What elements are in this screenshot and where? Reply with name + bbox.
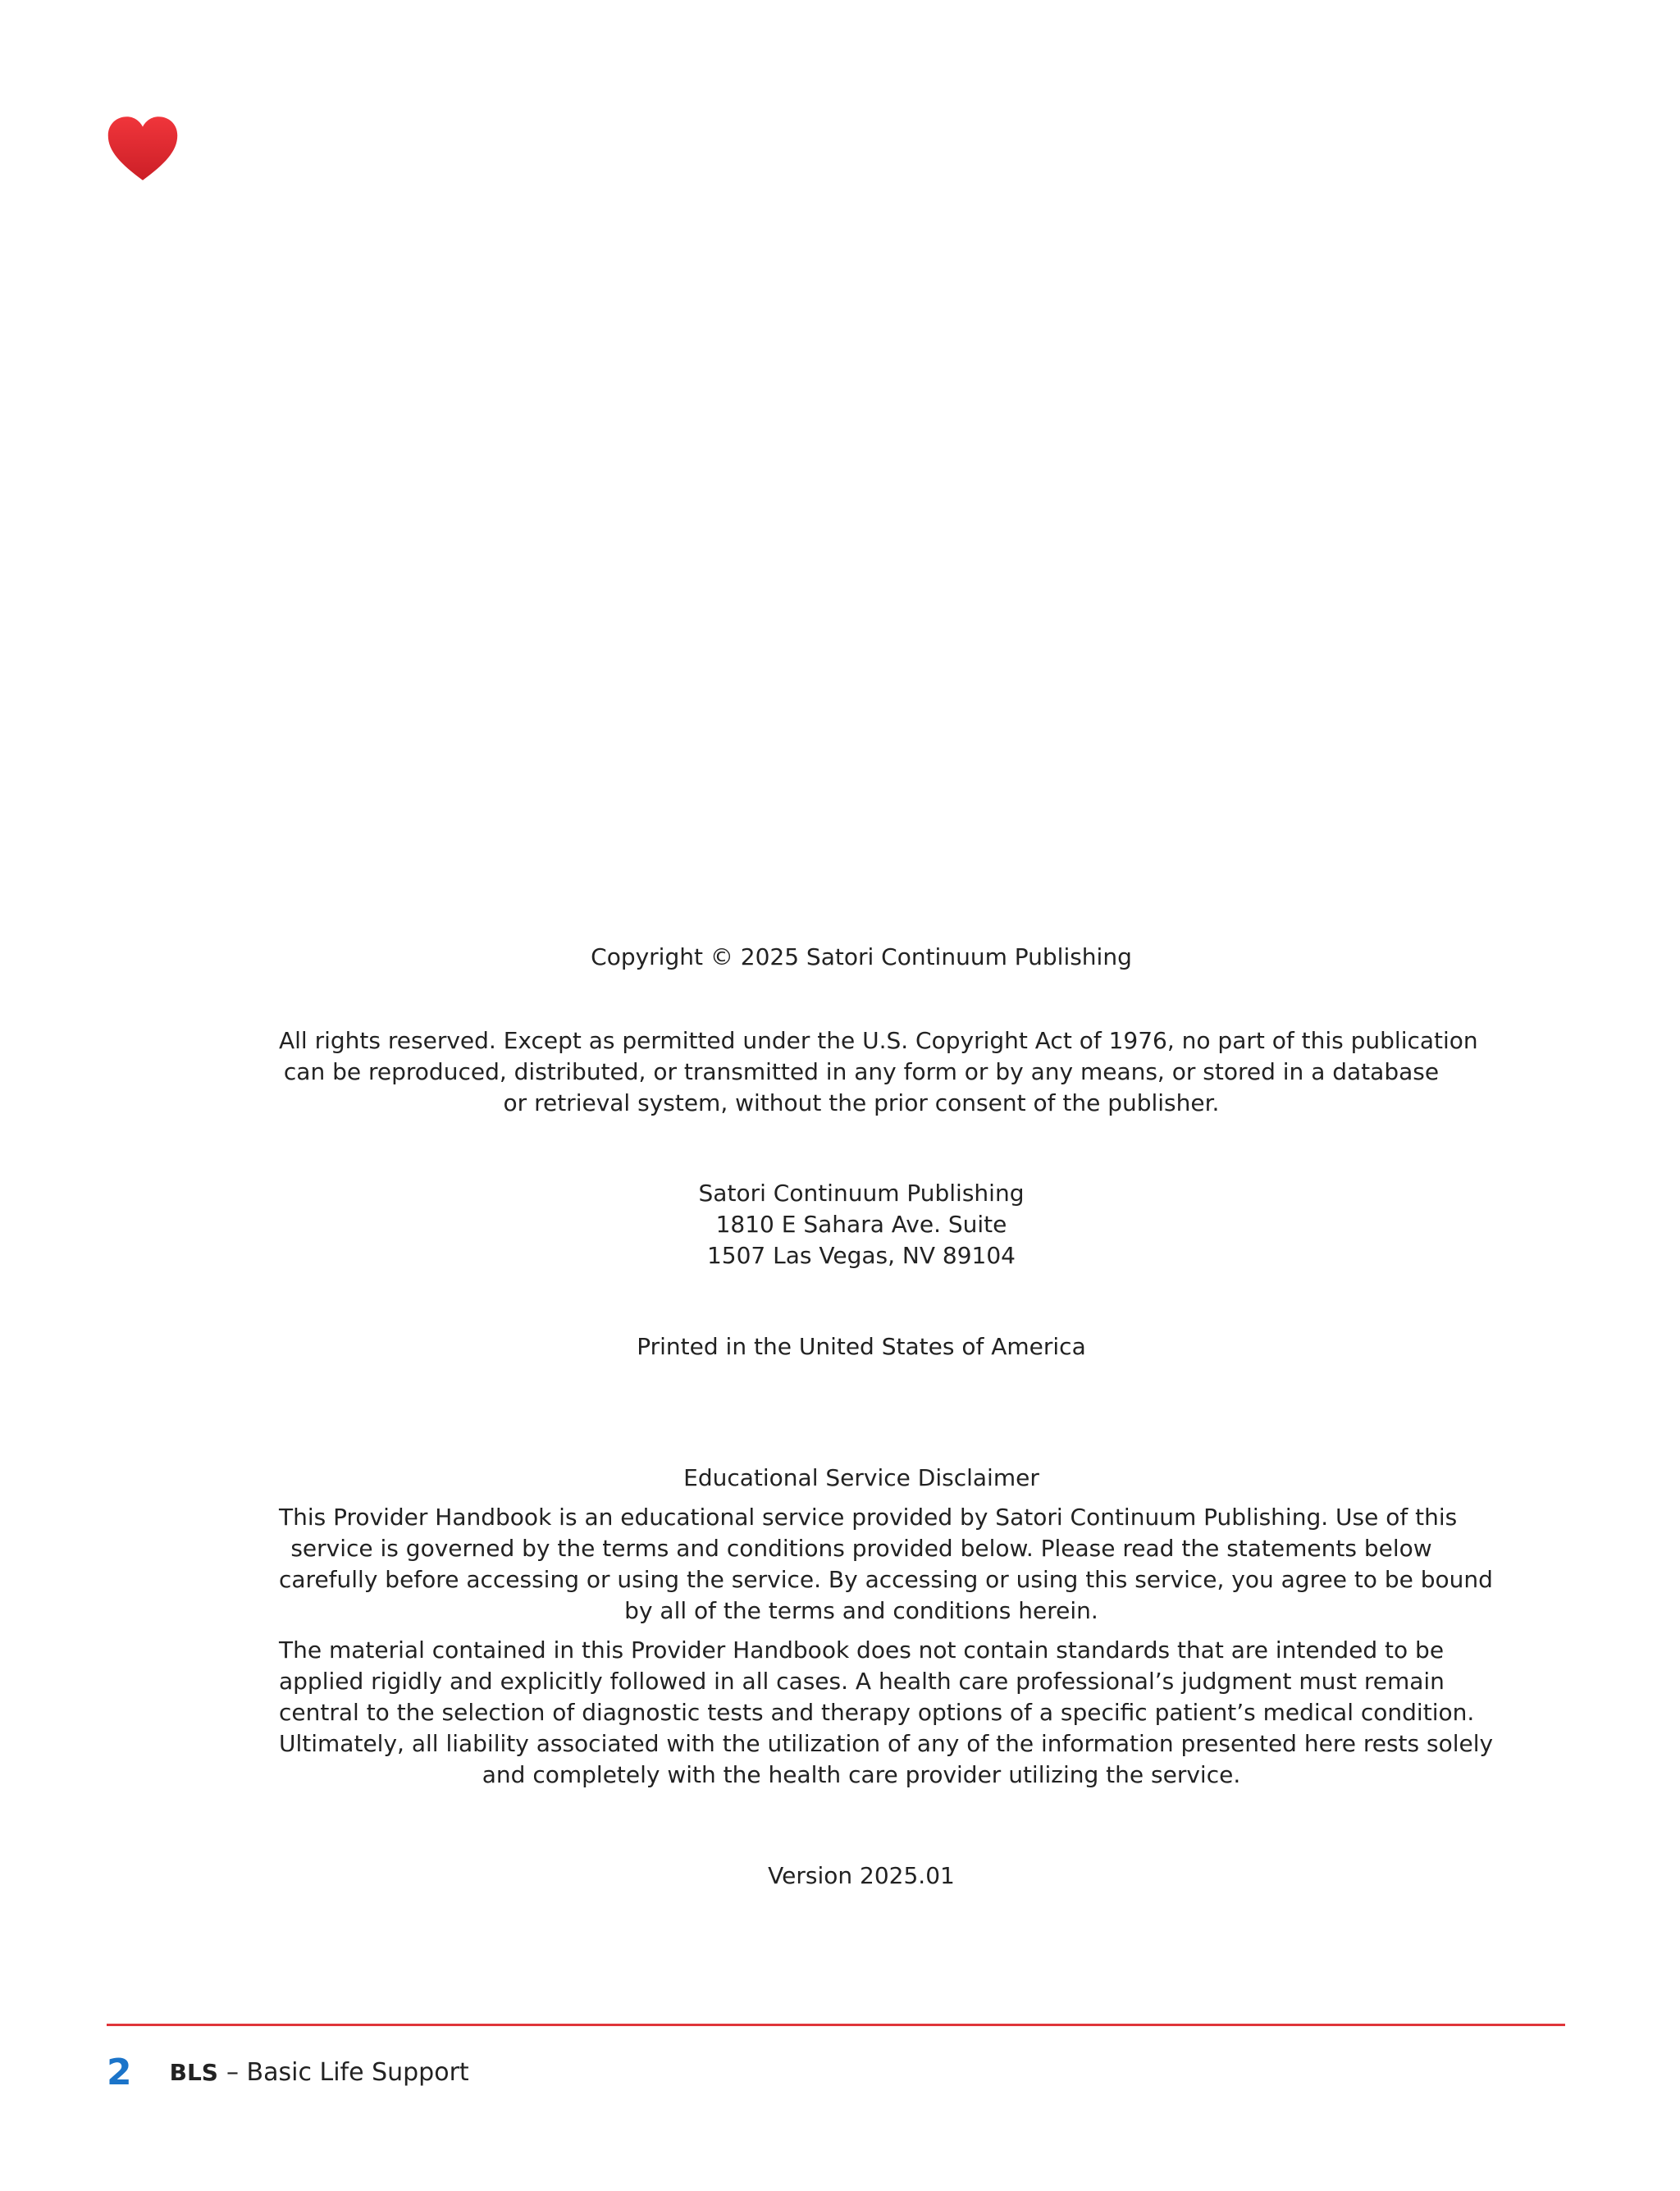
rights-line: or retrieval system, without the prior consent of the publisher. bbox=[503, 1089, 1220, 1116]
disclaimer-line: by all of the terms and conditions herein. bbox=[624, 1597, 1098, 1624]
address-line: 1507 Las Vegas, NV 89104 bbox=[706, 1242, 1016, 1269]
printed-text: Printed in the United States of America bbox=[637, 1333, 1086, 1360]
disclaimer-line: The material contained in this Provider Handbook does not contain standards that are intended to be bbox=[279, 1636, 1445, 1664]
disclaimer-line: This Provider Handbook is an educational service provided by Satori Continuum Publishing. Use of this bbox=[279, 1504, 1458, 1531]
footer-title-bold: BLS bbox=[169, 2058, 218, 2086]
heart-icon bbox=[107, 115, 179, 182]
disclaimer-line: applied rigidly and explicitly followed in all cases. A health care professional’s judgment must remain bbox=[279, 1668, 1445, 1695]
version-text: Version 2025.01 bbox=[768, 1862, 955, 1889]
rights-paragraph bbox=[279, 1025, 1478, 1119]
address-line: Satori Continuum Publishing bbox=[698, 1180, 1025, 1207]
disclaimer-line: carefully before accessing or using the service. By accessing or using this service, you agree to be bound bbox=[279, 1566, 1493, 1593]
address-line: 1810 E Sahara Ave. Suite bbox=[715, 1211, 1007, 1238]
footer-title-rest: – Basic Life Support bbox=[226, 2057, 469, 2087]
version-notice bbox=[279, 1860, 1444, 1892]
printed-notice bbox=[279, 1331, 1444, 1363]
page-number: 2 bbox=[107, 2051, 132, 2093]
disclaimer-line: central to the selection of diagnostic tests and therapy options of a specific patient’s medical condition. bbox=[279, 1699, 1475, 1726]
publisher-address bbox=[279, 1178, 1444, 1271]
rights-line: All rights reserved. Except as permitted under the U.S. Copyright Act of 1976, no part of this publication bbox=[279, 1027, 1478, 1054]
page-footer bbox=[107, 2047, 469, 2097]
disclaimer-line: service is governed by the terms and conditions provided below. Please read the statements below bbox=[290, 1535, 1432, 1562]
disclaimer-section bbox=[279, 1463, 1494, 1791]
disclaimer-line: and completely with the health care provider utilizing the service. bbox=[482, 1761, 1241, 1788]
disclaimer-title: Educational Service Disclaimer bbox=[683, 1464, 1039, 1491]
copyright-text: Copyright © 2025 Satori Continuum Publishing bbox=[591, 943, 1132, 970]
footer-divider bbox=[107, 2024, 1565, 2026]
copyright-notice bbox=[279, 942, 1444, 973]
rights-line: can be reproduced, distributed, or transmitted in any form or by any means, or stored in a database bbox=[283, 1058, 1440, 1085]
disclaimer-line: Ultimately, all liability associated with the utilization of any of the information presented here rests solely bbox=[279, 1730, 1494, 1757]
